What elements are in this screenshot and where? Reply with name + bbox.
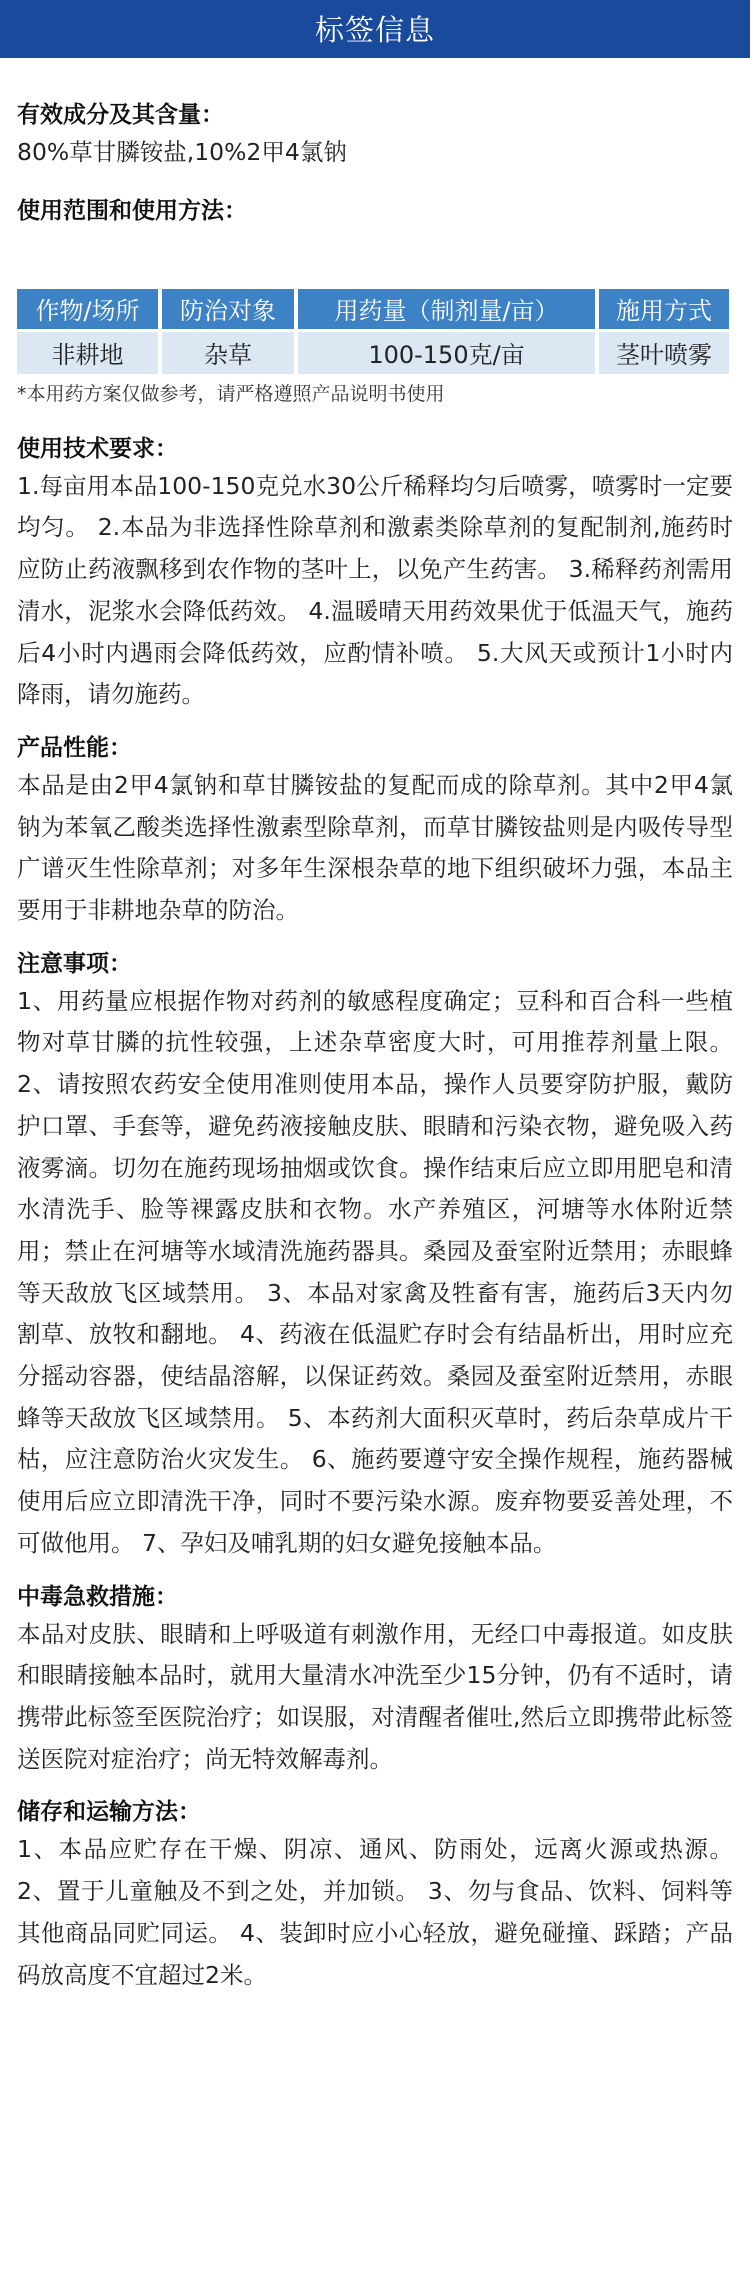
- ingredients-text: 80%草甘膦铵盐,10%2甲4氯钠: [17, 138, 347, 166]
- storage-text: 1、本品应贮存在干燥、阴凉、通风、防雨处，远离火源或热源。 2、置于儿童触及不到之处，并加锁。 3、勿与食品、饮料、饲料等其他商品同贮同运。 4、装卸时应小心轻放，避免碰撞、踩踏；产品码放高度不宜超过2米。: [17, 1835, 733, 1989]
- ingredients-title: 有效成分及其含量：: [17, 102, 224, 128]
- cell-target: 杂草: [162, 332, 294, 374]
- cell-dosage: 100-150克/亩: [298, 332, 595, 374]
- usage-table-header-row: [17, 289, 729, 329]
- table-row: [17, 332, 729, 374]
- usage-scope-section: [17, 174, 733, 409]
- ingredients-section: [17, 58, 733, 174]
- performance-section: [17, 716, 733, 932]
- cell-method: 茎叶喷雾: [599, 332, 729, 374]
- performance-title: 产品性能：: [17, 734, 132, 761]
- technical-requirements-text: 1.每亩用本品100-150克兑水30公斤稀释均匀后喷雾，喷雾时一定要均匀。 2.本品为非选择性除草剂和激素类除草剂的复配制剂,施药时应防止药液飘移到农作物的茎叶上，以免产生药害。 3.稀释药剂需用清水，泥浆水会降低药效。 4.温暖晴天用药效果优于低温天气，施药后4小时内遇雨会降低药效，应酌情补喷。 5.大风天或预计1小时内降雨，请勿施药。: [17, 471, 733, 709]
- header-dosage: 用药量（制剂量/亩）: [298, 289, 595, 329]
- first-aid-section: [17, 1565, 733, 1781]
- header-method: 施用方式: [599, 289, 729, 329]
- first-aid-title: 中毒急救措施：: [17, 1583, 178, 1610]
- precautions-text: 1、用药量应根据作物对药剂的敏感程度确定；豆科和百合科一些植物对草甘膦的抗性较强，上述杂草密度大时，可用推荐剂量上限。 2、请按照农药安全使用准则使用本品，操作人员要穿防护服，戴防护口罩、手套等，避免药液接触皮肤、眼睛和污染衣物，避免吸入药液雾滴。切勿在施药现场抽烟或饮食。操作结束后应立即用肥皂和清水清洗手、脸等裸露皮肤和衣物。水产养殖区，河塘等水体附近禁用；禁止在河塘等水域清洗施药器具。桑园及蚕室附近禁用；赤眼蜂等天敌放飞区域禁用。 3、本品对家禽及牲畜有害，施药后3天内勿割草、放牧和翻地。 4、药液在低温贮存时会有结晶析出，用时应充分摇动容器，使结晶溶解，以保证药效。桑园及蚕室附近禁用，赤眼蜂等天敌放飞区域禁用。 5、本药剂大面积灭草时，药后杂草成片干枯，应注意防治火灾发生。 6、施药要遵守安全操作规程，施药器械使用后应立即清洗干净，同时不要污染水源。废弃物要妥善处理，不可做他用。 7、孕妇及哺乳期的妇女避免接触本品。: [17, 986, 733, 1557]
- technical-requirements-section: [17, 409, 733, 716]
- precautions-section: [17, 932, 733, 1565]
- technical-requirements-title: 使用技术要求：: [17, 435, 178, 462]
- storage-section: [17, 1780, 733, 1996]
- precautions-title: 注意事项：: [17, 950, 132, 977]
- usage-scope-title: 使用范围和使用方法：: [17, 197, 247, 224]
- page-title: 标签信息: [314, 13, 435, 47]
- cell-crop: 非耕地: [17, 332, 158, 374]
- header-crop: 作物/场所: [17, 289, 158, 329]
- performance-text: 本品是由2甲4氯钠和草甘膦铵盐的复配而成的除草剂。其中2甲4氯钠为苯氧乙酸类选择性激素型除草剂，而草甘膦铵盐则是内吸传导型广谱灭生性除草剂；对多年生深根杂草的地下组织破坏力强，本品主要用于非耕地杂草的防治。: [17, 770, 733, 925]
- label-content: [0, 58, 750, 1996]
- usage-table: [13, 286, 733, 377]
- page-header: [0, 0, 750, 58]
- header-target: 防治对象: [162, 289, 294, 329]
- table-note: *本用药方案仅做参考，请严格遵照产品说明书使用: [17, 382, 445, 405]
- storage-title: 储存和运输方法：: [17, 1799, 201, 1826]
- first-aid-text: 本品对皮肤、眼睛和上呼吸道有刺激作用，无经口中毒报道。如皮肤和眼睛接触本品时，就用大量清水冲洗至少15分钟，仍有不适时，请携带此标签至医院治疗；如误服，对清醒者催吐,然后立即携带此标签送医院对症治疗；尚无特效解毒剂。: [17, 1619, 733, 1773]
